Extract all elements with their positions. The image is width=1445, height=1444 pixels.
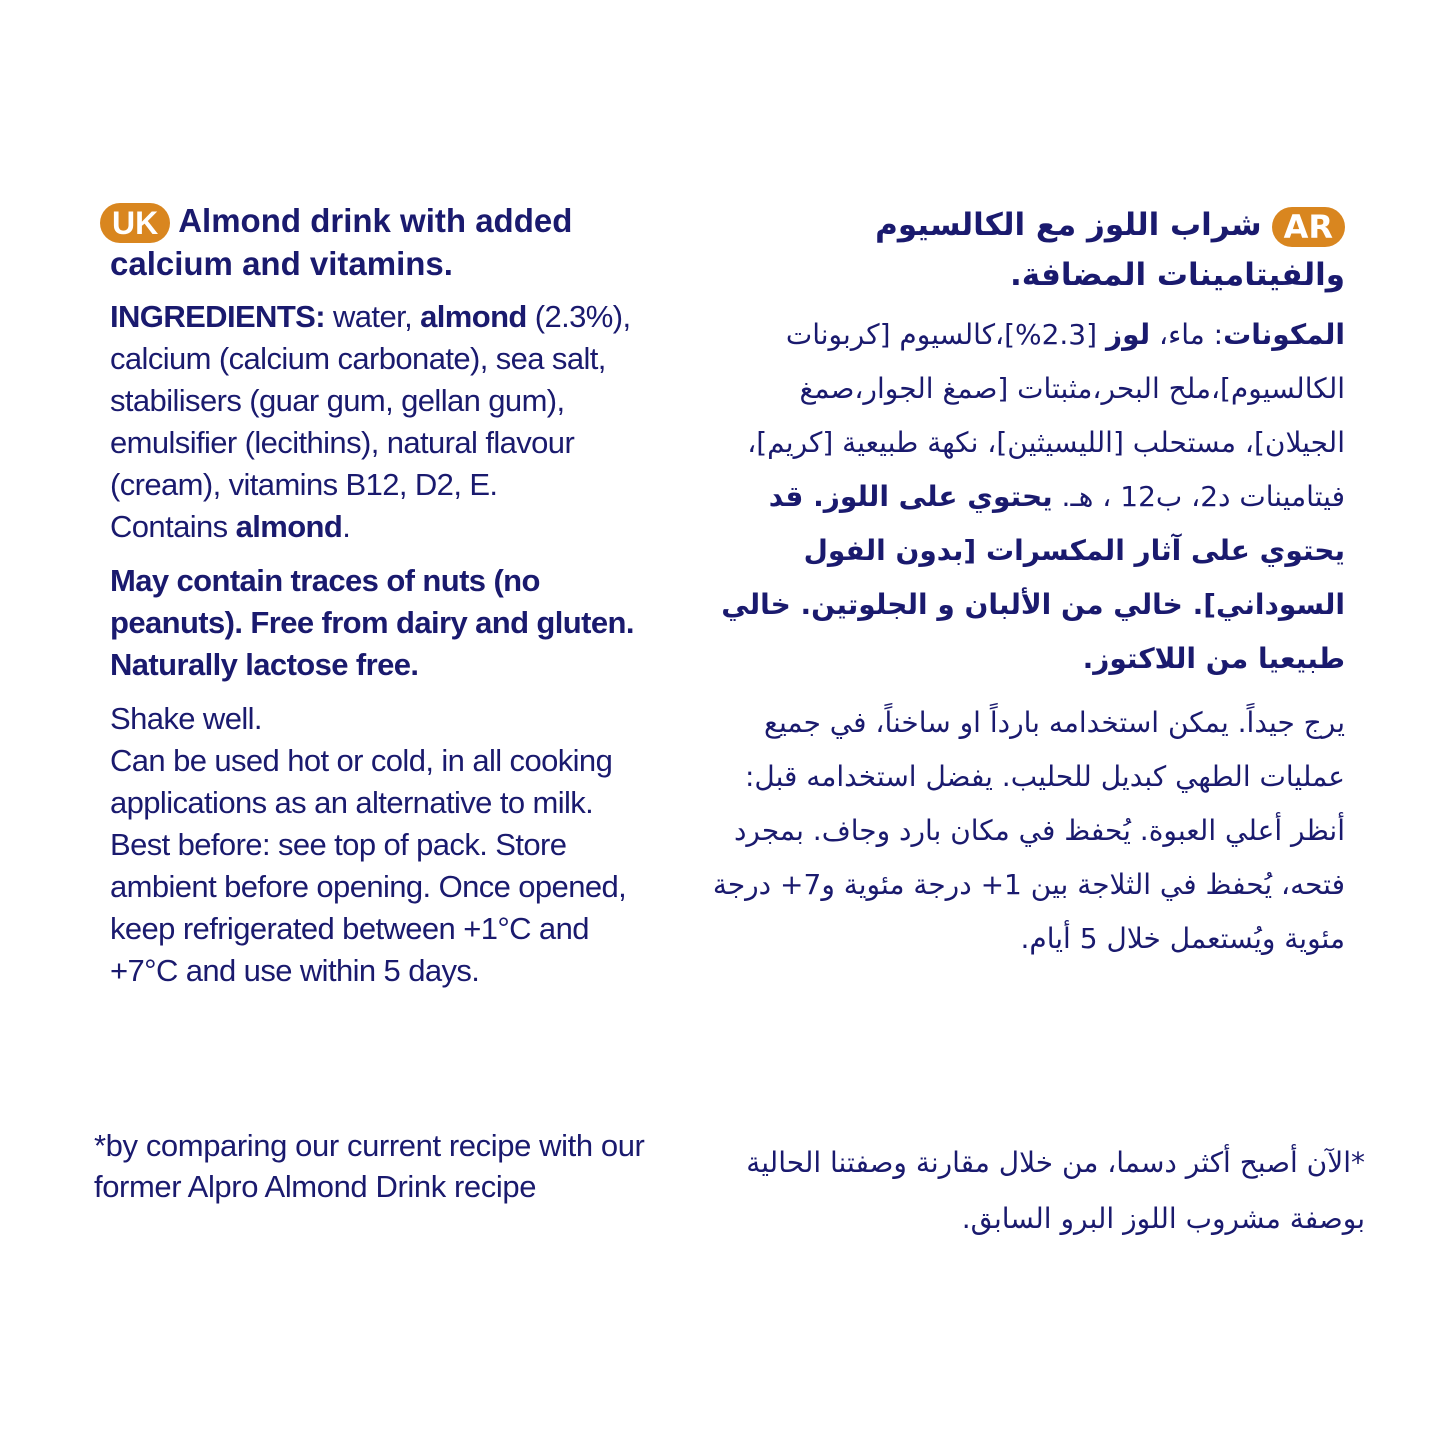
english-title <box>110 200 635 284</box>
english-footnote-text: by comparing our current recipe with our former Alpro Almond Drink recipe <box>94 1128 645 1204</box>
english-usage <box>110 698 635 992</box>
arabic-footnote-star: * <box>1351 1146 1365 1179</box>
english-ingredients <box>110 296 635 548</box>
ar-badge: AR <box>1272 207 1345 247</box>
english-usage-shake: Shake well. <box>110 701 262 737</box>
arabic-ingredients-part2: [2.3%]،كالسيوم [كربونات الكالسيوم]،ملح البحر،مثبتات [صمغ الجوار،صمغ الجيلان]، مستحلب [الليسيثين]، نكهة طبيعية [كريم]، فيتامينات د2، ب12 ، هـ. <box>747 318 1345 513</box>
arabic-ingredients-almond: لوز <box>1105 318 1151 351</box>
english-ingredients-almond: almond <box>420 299 527 335</box>
arabic-allergen-warning: قد يحتوي على آثار المكسرات [بدون الفول السوداني]. خالي من الألبان و الجلوتين. خالي طبيعيا من اللاكتوز. <box>721 480 1345 675</box>
arabic-usage: يرج جيداً. يمكن استخدامه بارداً او ساخناً، في جميع عمليات الطهي كبديل للحليب. يفضل استخدامه قبل: أنظر أعلي العبوة. يُحفظ في مكان بارد وجاف. بمجرد فتحه، يُحفظ في الثلاجة بين 1+ درجة مئوية و7+ درجة مئوية ويُستعمل خلال 5 أيام. <box>712 706 1345 955</box>
english-usage-instructions: Can be used hot or cold, in all cooking applications as an alternative to milk. Best before: see top of pack. Store ambient before opening. Once opened, keep refrigerated between +1°C and +7°C and use within 5 days. <box>110 743 627 989</box>
english-footnote-star: * <box>94 1128 106 1163</box>
english-column <box>110 200 635 1004</box>
arabic-ingredients-part1: : ماء، <box>1150 318 1224 351</box>
arabic-footnote <box>705 1135 1365 1247</box>
english-ingredients-part1: water, <box>324 299 421 335</box>
arabic-footnote-text: الآن أصبح أكثر دسما، من خلال مقارنة وصفتنا الحالية بوصفة مشروب اللوز البرو السابق. <box>746 1146 1365 1235</box>
english-contains-prefix: Contains <box>110 509 236 545</box>
english-contains-suffix: . <box>342 509 351 545</box>
english-title-text: Almond drink with added calcium and vitamins. <box>110 202 573 283</box>
arabic-ingredients <box>705 308 1345 686</box>
arabic-ingredients-label: المكونات <box>1223 318 1345 351</box>
arabic-title <box>705 200 1345 300</box>
english-ingredients-part2: (2.3%), calcium (calcium carbonate), sea salt, stabilisers (guar gum, gellan gum), emulsifier (lecithins), natural flavour (cream), vitamins B12, D2, E. <box>110 299 631 503</box>
arabic-contains: يحتوي على اللوز. <box>813 480 1053 513</box>
english-ingredients-label: INGREDIENTS: <box>110 299 325 335</box>
arabic-title-text: شراب اللوز مع الكالسيوم والفيتامينات المضافة. <box>875 207 1345 293</box>
english-allergen-warning: May contain traces of nuts (no peanuts). Free from dairy and gluten. Naturally lactose free. <box>110 563 634 683</box>
english-footnote <box>94 1125 654 1207</box>
english-contains-allergen: almond <box>235 509 343 545</box>
uk-badge: UK <box>100 203 170 243</box>
arabic-column <box>705 200 1345 976</box>
